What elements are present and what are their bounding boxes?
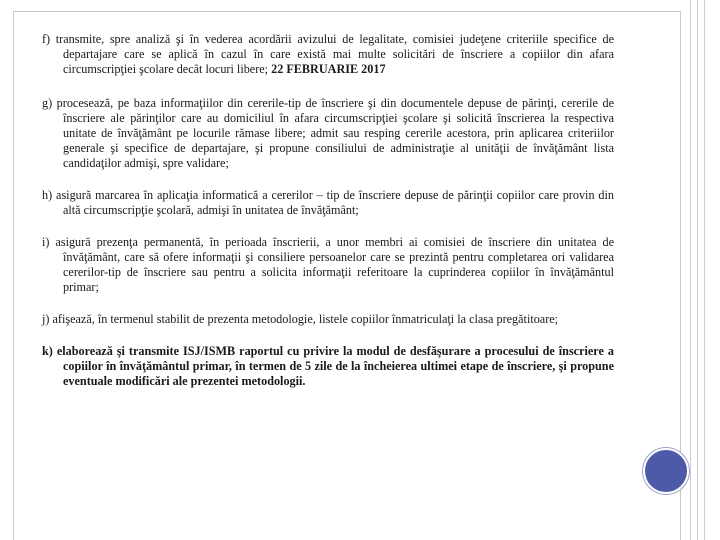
paragraph-f-deadline: 22 FEBRUARIE 2017 xyxy=(268,62,386,76)
text-body xyxy=(42,32,614,389)
paragraph-j: j) afişează, în termenul stabilit de prezenta metodologie, listele copiilor înmatriculaţi la clasa pregătitoare; xyxy=(42,312,559,326)
decorative-line xyxy=(690,0,691,540)
decorative-line xyxy=(697,0,698,540)
paragraph-f xyxy=(42,32,614,77)
decorative-circle xyxy=(643,448,689,494)
paragraph-h: h) asigură marcarea în aplicaţia informatică a cererilor – tip de înscriere depuse de părinţii copiilor care provin din altă circumscripţie şcolară, admişi în unitatea de învăţământ; xyxy=(42,188,614,217)
paragraph-f-text: f) transmite, spre analiză şi în vederea acordării avizului de legalitate, comisiei judeţene criteriile specifice de departajare care se aplică în cazul în care există mai multe solicitări de înscriere a copiilor din afara circumscripţiei şcolare decât locuri libere; xyxy=(42,32,614,76)
paragraph-k: k) elaborează şi transmite ISJ/ISMB raportul cu privire la modul de desfăşurare a procesului de înscriere a copiilor în învăţământul primar, în termen de 5 zile de la încheierea ultimei etape de înscriere, şi propune eventuale modificări ale prezentei metodologii. xyxy=(42,344,614,388)
paragraph-i: i) asigură prezenţa permanentă, în perioada înscrierii, a unor membri ai comisiei de înscriere din unitatea de învăţământ, care să ofere informaţii şi consiliere persoanelor care se prezintă pentru completarea ori validarea cererilor-tip de înscriere sau pentru a solicita informaţii referitoare la cuprinderea copiilor în învăţământul primar; xyxy=(42,235,614,294)
decorative-line xyxy=(704,0,705,540)
paragraph-g: g) procesează, pe baza informaţiilor din cererile-tip de înscriere şi din documentele depuse de părinţi, cererile de înscriere ale părinţilor care au domiciliul în afara circumscripţiei şcolare şi solicită înscrierea la respectiva unitate de învăţământ pe locurile rămase libere; admit sau resping cererile acestora, prin aplicarea criteriilor generale şi specifice de departajare, şi propune consiliului de administraţie al unităţii de învăţământ lista candidaţilor admişi, spre validare; xyxy=(42,96,614,170)
